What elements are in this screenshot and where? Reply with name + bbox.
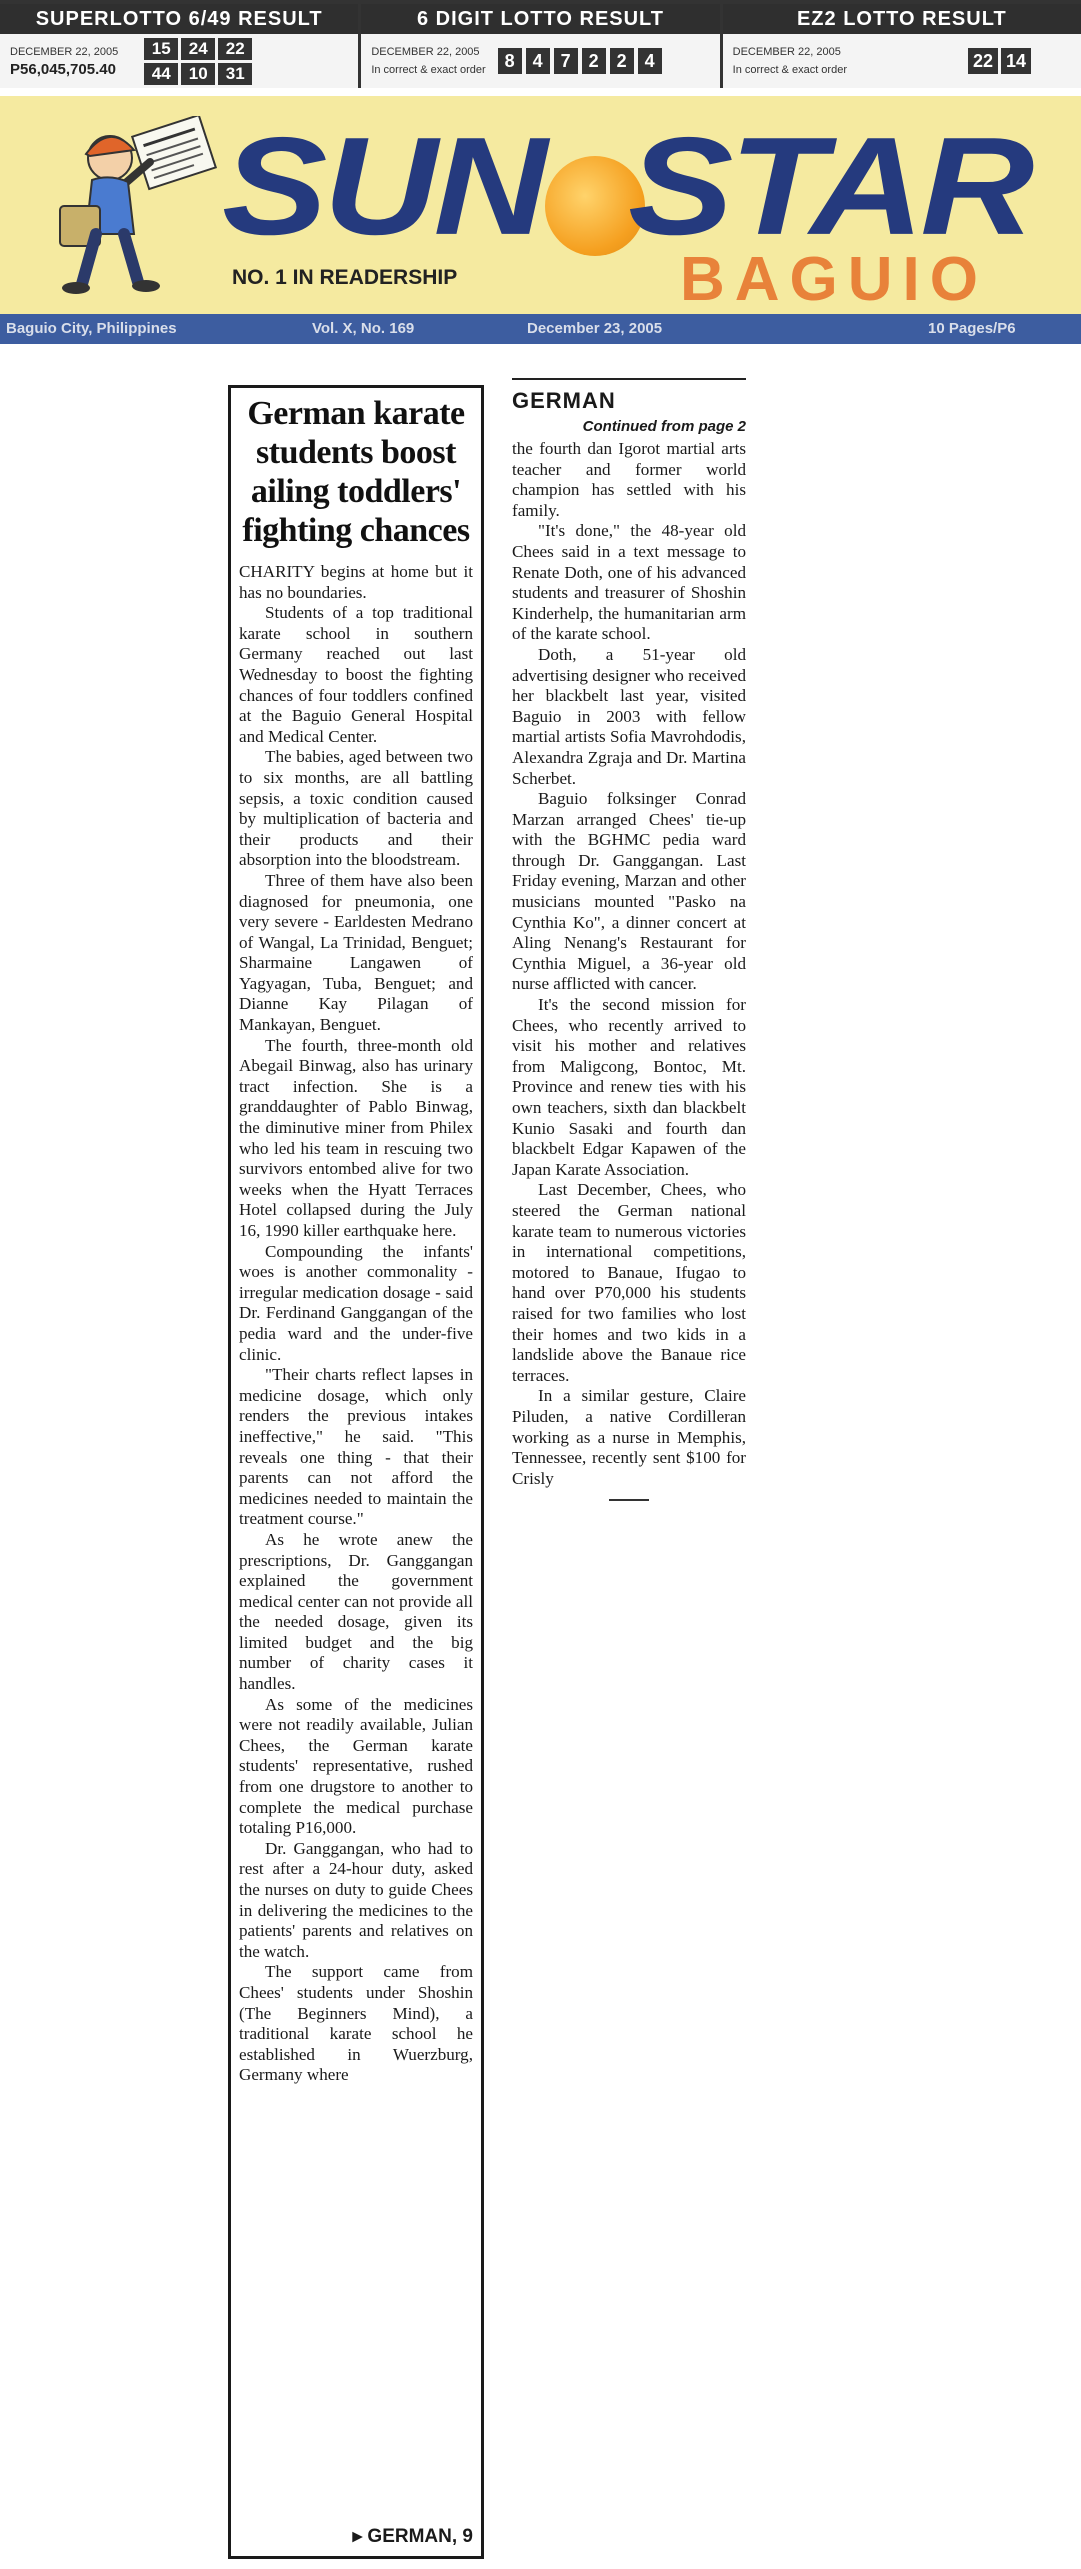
paragraph: The fourth, three-month old Abegail Binwag, also has urinary tract infection. She is a granddaughter of Pablo Binwag, the diminutive miner from Philex who led his team in rescuing two survivors entombed alive for two weeks when the Hyatt Terraces Hotel collapsed during the July 16, 1990 killer earthquake here. <box>239 1035 473 1240</box>
end-mark <box>609 1499 649 1501</box>
paragraph: Students of a top traditional karate school in southern Germany reached out last Wednesday to boost the fighting chances of four toddlers confined at the Baguio General Hospital and Medical Center. <box>239 603 473 746</box>
paragraph: As he wrote anew the prescriptions, Dr. Ganggangan explained the government medical center can not provide all the needed dosage, given its limited budget and the big number of charity cases it handles. <box>239 1529 473 1694</box>
lotto-results-strip <box>0 0 1081 88</box>
continued-from-label: Continued from page 2 <box>582 418 746 435</box>
lotto-number: 31 <box>218 63 252 85</box>
paragraph: Three of them have also been diagnosed for pneumonia, one very severe - Earldesten Medrano of Wangal, La Trinidad, Benguet; Sharmaine Langawen of Yagyagan, Tuba, Benguet; and Dianne Kay Pilagan of Mankayan, Benguet. <box>239 870 473 1035</box>
paragraph: The support came from Chees' students under Shoshin (The Beginners Mind), a traditional karate school he established in Wuerzburg, Germany where <box>239 1962 473 2085</box>
paragraph: Baguio folksinger Conrad Marzan arranged Chees' tie-up with the BGHMC pedia ward through Dr. Ganggangan. Last Friday evening, Marzan and other musicians mounted "Pasko na Cynthia Ko", a dinner concert at Aling Nenang's Restaurant for Cynthia Miguel, a 36-year old nurse afflicted with cancer. <box>512 789 746 994</box>
superlotto-box <box>0 4 361 88</box>
six-digit-note: In correct & exact order <box>371 64 486 76</box>
six-digit-box <box>361 4 722 88</box>
lotto-number: 2 <box>610 48 634 74</box>
lotto-number: 22 <box>218 38 252 60</box>
masthead <box>0 96 1081 316</box>
mascot-newsboy-icon <box>30 116 230 306</box>
six-digit-title: 6 DIGIT LOTTO RESULT <box>361 4 719 34</box>
lotto-number: 7 <box>554 48 578 74</box>
lotto-number: 44 <box>144 63 178 85</box>
six-digit-date: DECEMBER 22, 2005 <box>371 46 480 58</box>
article-box <box>228 385 484 2559</box>
continuation-column <box>512 378 746 1501</box>
lotto-number: 4 <box>638 48 662 74</box>
paragraph: It's the second mission for Chees, who recently arrived to visit his mother and relatives from Maligcong, Bontoc, Mt. Province and renew ties with his own teachers, sixth dan blackbelt Kunio Sasaki and fourth dan blackbelt Edgar Kapawen of the Japan Karate Association. <box>512 995 746 1179</box>
lotto-number: 4 <box>526 48 550 74</box>
ez2-date: DECEMBER 22, 2005 <box>732 46 841 58</box>
lotto-number: 22 <box>968 48 998 74</box>
folio-place: Baguio City, Philippines <box>6 320 177 337</box>
folio-pages: 10 Pages/P6 <box>928 320 1016 337</box>
paragraph: Doth, a 51-year old advertising designer who received her blackbelt last year, visited Baguio in 2003 with fellow martial artists Sofia Mavrohdodis, Alexandra Zgraja and Dr. Martina Scherbet. <box>512 644 747 788</box>
paragraph: As some of the medicines were not readily available, Julian Chees, the German karate students' representative, rushed from one drugstore to another to complete the medical purchase totaling P16,000. <box>239 1694 473 1838</box>
jump-line: ▸ GERMAN, 9 <box>352 2526 473 2547</box>
superlotto-numbers <box>144 38 252 85</box>
paragraph: Dr. Ganggangan, who had to rest after a 24-hour duty, asked the nurses on duty to guide Chees in delivering the medicines to the patients' parents and relatives on the watch. <box>239 1838 473 1961</box>
article-headline: German karate students boost ailing toddlers' fighting chances <box>242 395 470 549</box>
paragraph: "It's done," the 48-year old Chees said in a text message to Renate Doth, one of his advanced students and treasurer of Shoshin Kinderhelp, the humanitarian arm of the karate school. <box>512 521 746 644</box>
paragraph: Compounding the infants' woes is another commonality - irregular medication dosage - said Dr. Ferdinand Ganggangan of the pedia ward and the under-five clinic. <box>239 1241 473 1364</box>
folio-bar <box>0 314 1081 344</box>
ez2-numbers <box>968 48 1031 74</box>
lotto-number: 10 <box>181 63 215 85</box>
ez2-title: EZ2 LOTTO RESULT <box>723 4 1081 34</box>
paragraph: "Their charts reflect lapses in medicine dosage, which only renders the previous intakes ineffective," he said. "This reveals one thing - that their parents can not afford the medicines needed to maintain the treatment course." <box>239 1365 473 1529</box>
ez2-note: In correct & exact order <box>732 64 847 76</box>
masthead-title-right: STAR <box>628 108 1031 264</box>
paragraph: The babies, aged between two to six months, are all battling sepsis, a toxic condition caused by multiplication of bacteria and their products and their absorption into the bloodstream. <box>239 747 473 870</box>
ez2-box <box>723 4 1081 88</box>
masthead-edition: BAGUIO <box>680 245 988 314</box>
folio-volume: Vol. X, No. 169 <box>312 320 415 337</box>
article-body-col2 <box>512 439 746 1489</box>
article-body-col1 <box>239 562 473 2086</box>
superlotto-date: DECEMBER 22, 2005 <box>10 46 119 58</box>
lotto-number: 15 <box>144 38 178 60</box>
superlotto-title: SUPERLOTTO 6/49 RESULT <box>0 4 358 34</box>
lotto-number: 14 <box>1001 48 1031 74</box>
six-digit-numbers <box>498 48 662 74</box>
superlotto-jackpot: P56,045,705.40 <box>10 61 116 78</box>
lotto-number: 2 <box>582 48 606 74</box>
masthead-tagline: NO. 1 IN READERSHIP <box>232 266 458 289</box>
masthead-title-left: SUN <box>222 108 544 264</box>
lotto-number: 8 <box>498 48 522 74</box>
folio-date: December 23, 2005 <box>527 320 663 337</box>
divider <box>512 378 746 380</box>
paragraph: the fourth dan Igorot martial arts teacher and former world champion has settled with his family. <box>512 439 746 520</box>
paragraph: In a similar gesture, Claire Piluden, a native Cordilleran working as a nurse in Memphis, Tennessee, recently sent $100 for Crisly <box>512 1386 746 1488</box>
paragraph: CHARITY begins at home but it has no boundaries. <box>239 562 473 602</box>
lotto-number: 24 <box>181 38 215 60</box>
paragraph: Last December, Chees, who steered the German national karate team to numerous victories in international competitions, motored to Banaue, Ifugao to hand over P70,000 his students raised for two families who lost their homes and two kids in a landslide above the Banaue rice terraces. <box>512 1180 746 1385</box>
continuation-kicker: GERMAN <box>512 388 616 413</box>
